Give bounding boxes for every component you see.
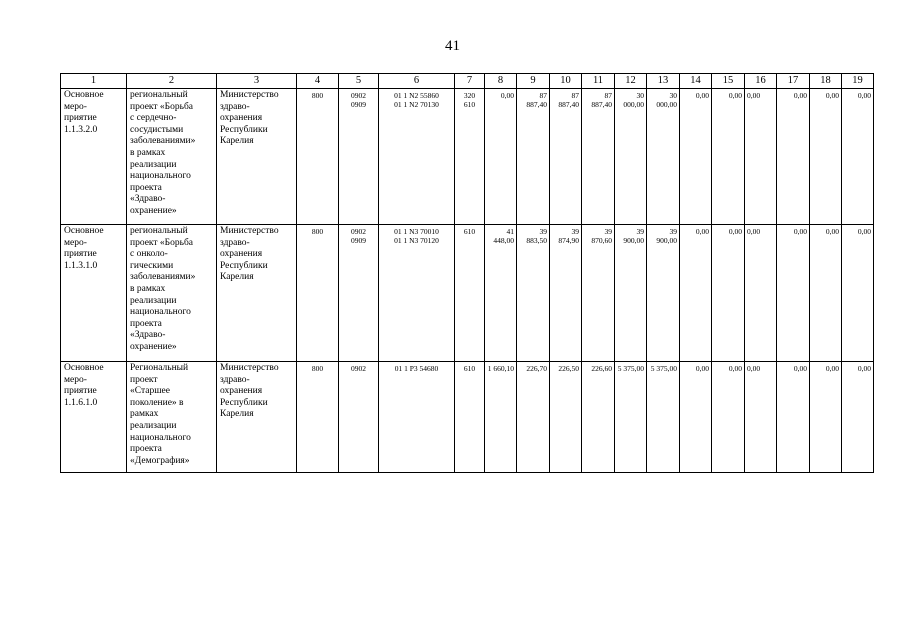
column-header: 11 — [582, 74, 615, 89]
target-article-cell: 01 1 P3 54680 — [379, 362, 455, 473]
amount-cell: 0,00 — [810, 362, 842, 473]
amount-cell: 39 900,00 — [615, 225, 647, 362]
amount-cell: 0,00 — [777, 225, 810, 362]
grbs-cell: 800 — [297, 362, 339, 473]
amount-cell: 5 375,00 — [647, 362, 680, 473]
column-header: 7 — [455, 74, 485, 89]
expense-type-cell: 610 — [455, 225, 485, 362]
table-row — [61, 362, 874, 473]
amount-cell: 0,00 — [810, 89, 842, 225]
amount-cell: 0,00 — [680, 89, 712, 225]
grbs-cell: 800 — [297, 225, 339, 362]
amount-cell: 0,00 — [842, 225, 874, 362]
expense-type-cell: 320 610 — [455, 89, 485, 225]
column-header: 1 — [61, 74, 127, 89]
column-header: 5 — [339, 74, 379, 89]
grbs-cell: 800 — [297, 89, 339, 225]
amount-cell: 0,00 — [745, 225, 777, 362]
section-cell: 0902 — [339, 362, 379, 473]
expense-type-cell: 610 — [455, 362, 485, 473]
project-name-cell: региональный проект «Борьба с сердечно- сосудистыми заболеваниями» в рамках реализации национального проекта «Здраво- охранение» — [127, 89, 217, 225]
target-article-cell: 01 1 N3 70010 01 1 N3 70120 — [379, 225, 455, 362]
amount-cell: 41 448,00 — [485, 225, 517, 362]
amount-cell: 39 883,50 — [517, 225, 550, 362]
column-header: 4 — [297, 74, 339, 89]
column-header: 8 — [485, 74, 517, 89]
amount-cell: 87 887,40 — [582, 89, 615, 225]
section-cell: 0902 0909 — [339, 225, 379, 362]
amount-cell: 0,00 — [485, 89, 517, 225]
amount-cell: 226,50 — [550, 362, 582, 473]
column-header: 3 — [217, 74, 297, 89]
executor-cell: Министерство здраво- охранения Республики Карелия — [217, 362, 297, 473]
amount-cell: 39 874,90 — [550, 225, 582, 362]
column-header: 15 — [712, 74, 745, 89]
activity-code-cell: Основное меро- приятие 1.1.3.2.0 — [61, 89, 127, 225]
column-header: 9 — [517, 74, 550, 89]
amount-cell: 0,00 — [712, 89, 745, 225]
amount-cell: 0,00 — [842, 362, 874, 473]
amount-cell: 30 000,00 — [647, 89, 680, 225]
section-cell: 0902 0909 — [339, 89, 379, 225]
amount-cell: 0,00 — [680, 225, 712, 362]
column-header: 17 — [777, 74, 810, 89]
budget-table — [60, 73, 874, 473]
column-number-row — [61, 74, 874, 89]
column-header: 6 — [379, 74, 455, 89]
activity-code-cell: Основное меро- приятие 1.1.6.1.0 — [61, 362, 127, 473]
amount-cell: 39 900,00 — [647, 225, 680, 362]
column-header: 16 — [745, 74, 777, 89]
amount-cell: 0,00 — [745, 89, 777, 225]
amount-cell: 1 660,10 — [485, 362, 517, 473]
column-header: 12 — [615, 74, 647, 89]
amount-cell: 0,00 — [712, 225, 745, 362]
project-name-cell: Региональный проект «Старшее поколение» в рамках реализации национального проекта «Демография» — [127, 362, 217, 473]
executor-cell: Министерство здраво- охранения Республики Карелия — [217, 225, 297, 362]
column-header: 18 — [810, 74, 842, 89]
amount-cell: 30 000,00 — [615, 89, 647, 225]
amount-cell: 5 375,00 — [615, 362, 647, 473]
amount-cell: 0,00 — [680, 362, 712, 473]
amount-cell: 0,00 — [745, 362, 777, 473]
column-header: 2 — [127, 74, 217, 89]
amount-cell: 0,00 — [777, 89, 810, 225]
column-header: 19 — [842, 74, 874, 89]
amount-cell: 0,00 — [810, 225, 842, 362]
column-header: 10 — [550, 74, 582, 89]
amount-cell: 226,70 — [517, 362, 550, 473]
amount-cell: 0,00 — [712, 362, 745, 473]
amount-cell: 87 887,40 — [517, 89, 550, 225]
table-row — [61, 225, 874, 362]
project-name-cell: региональный проект «Борьба с онколо- гическими заболеваниями» в рамках реализации национального проекта «Здраво- охранение» — [127, 225, 217, 362]
amount-cell: 226,60 — [582, 362, 615, 473]
amount-cell: 87 887,40 — [550, 89, 582, 225]
column-header: 14 — [680, 74, 712, 89]
amount-cell: 0,00 — [842, 89, 874, 225]
executor-cell: Министерство здраво- охранения Республики Карелия — [217, 89, 297, 225]
activity-code-cell: Основное меро- приятие 1.1.3.1.0 — [61, 225, 127, 362]
page-number: 41 — [445, 38, 460, 54]
amount-cell: 39 870,60 — [582, 225, 615, 362]
column-header: 13 — [647, 74, 680, 89]
amount-cell: 0,00 — [777, 362, 810, 473]
target-article-cell: 01 1 N2 55860 01 1 N2 70130 — [379, 89, 455, 225]
table-row — [61, 89, 874, 225]
